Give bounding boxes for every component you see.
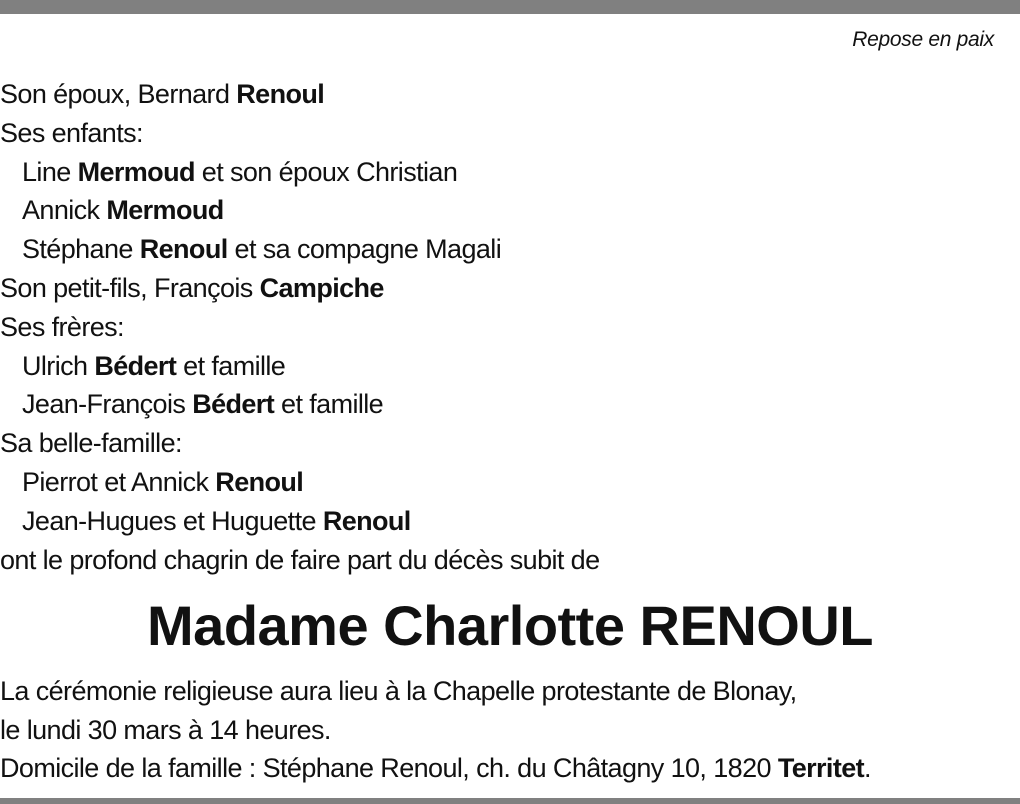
in-law-line: Jean-Hugues et Huguette Renoul <box>22 505 411 536</box>
top-rule <box>0 0 1020 14</box>
family-list <box>0 75 1020 579</box>
grandson-line: Son petit-fils, François Campiche <box>0 272 384 303</box>
ceremony-info <box>0 672 1020 788</box>
brother-line: Ulrich Bédert et famille <box>22 350 286 381</box>
announcement-line: ont le profond chagrin de faire part du décès subit de <box>0 544 600 575</box>
ceremony-line: La cérémonie religieuse aura lieu à la Chapelle protestante de Blonay, <box>0 676 797 706</box>
children-heading: Ses enfants: <box>0 117 143 148</box>
brother-line: Jean-François Bédert et famille <box>22 389 384 420</box>
bottom-rule <box>0 798 1020 804</box>
deceased-name: Madame Charlotte RENOUL <box>147 594 873 657</box>
in-laws-heading: Sa belle-famille: <box>0 428 182 459</box>
child-line: Annick Mermoud <box>22 195 224 226</box>
brothers-heading: Ses frères: <box>0 311 124 342</box>
child-line: Stéphane Renoul et sa compagne Magali <box>22 234 502 265</box>
in-law-line: Pierrot et Annick Renoul <box>22 466 304 497</box>
header-note: Repose en paix <box>852 28 994 51</box>
ceremony-date-line: le lundi 30 mars à 14 heures. <box>0 714 331 745</box>
child-line: Line Mermoud et son époux Christian <box>22 156 458 187</box>
domicile-line: Domicile de la famille : Stéphane Renoul, ch. du Châtagny 10, 1820 Territet. <box>0 753 871 784</box>
spouse-line: Son époux, Bernard Renoul <box>0 79 325 109</box>
